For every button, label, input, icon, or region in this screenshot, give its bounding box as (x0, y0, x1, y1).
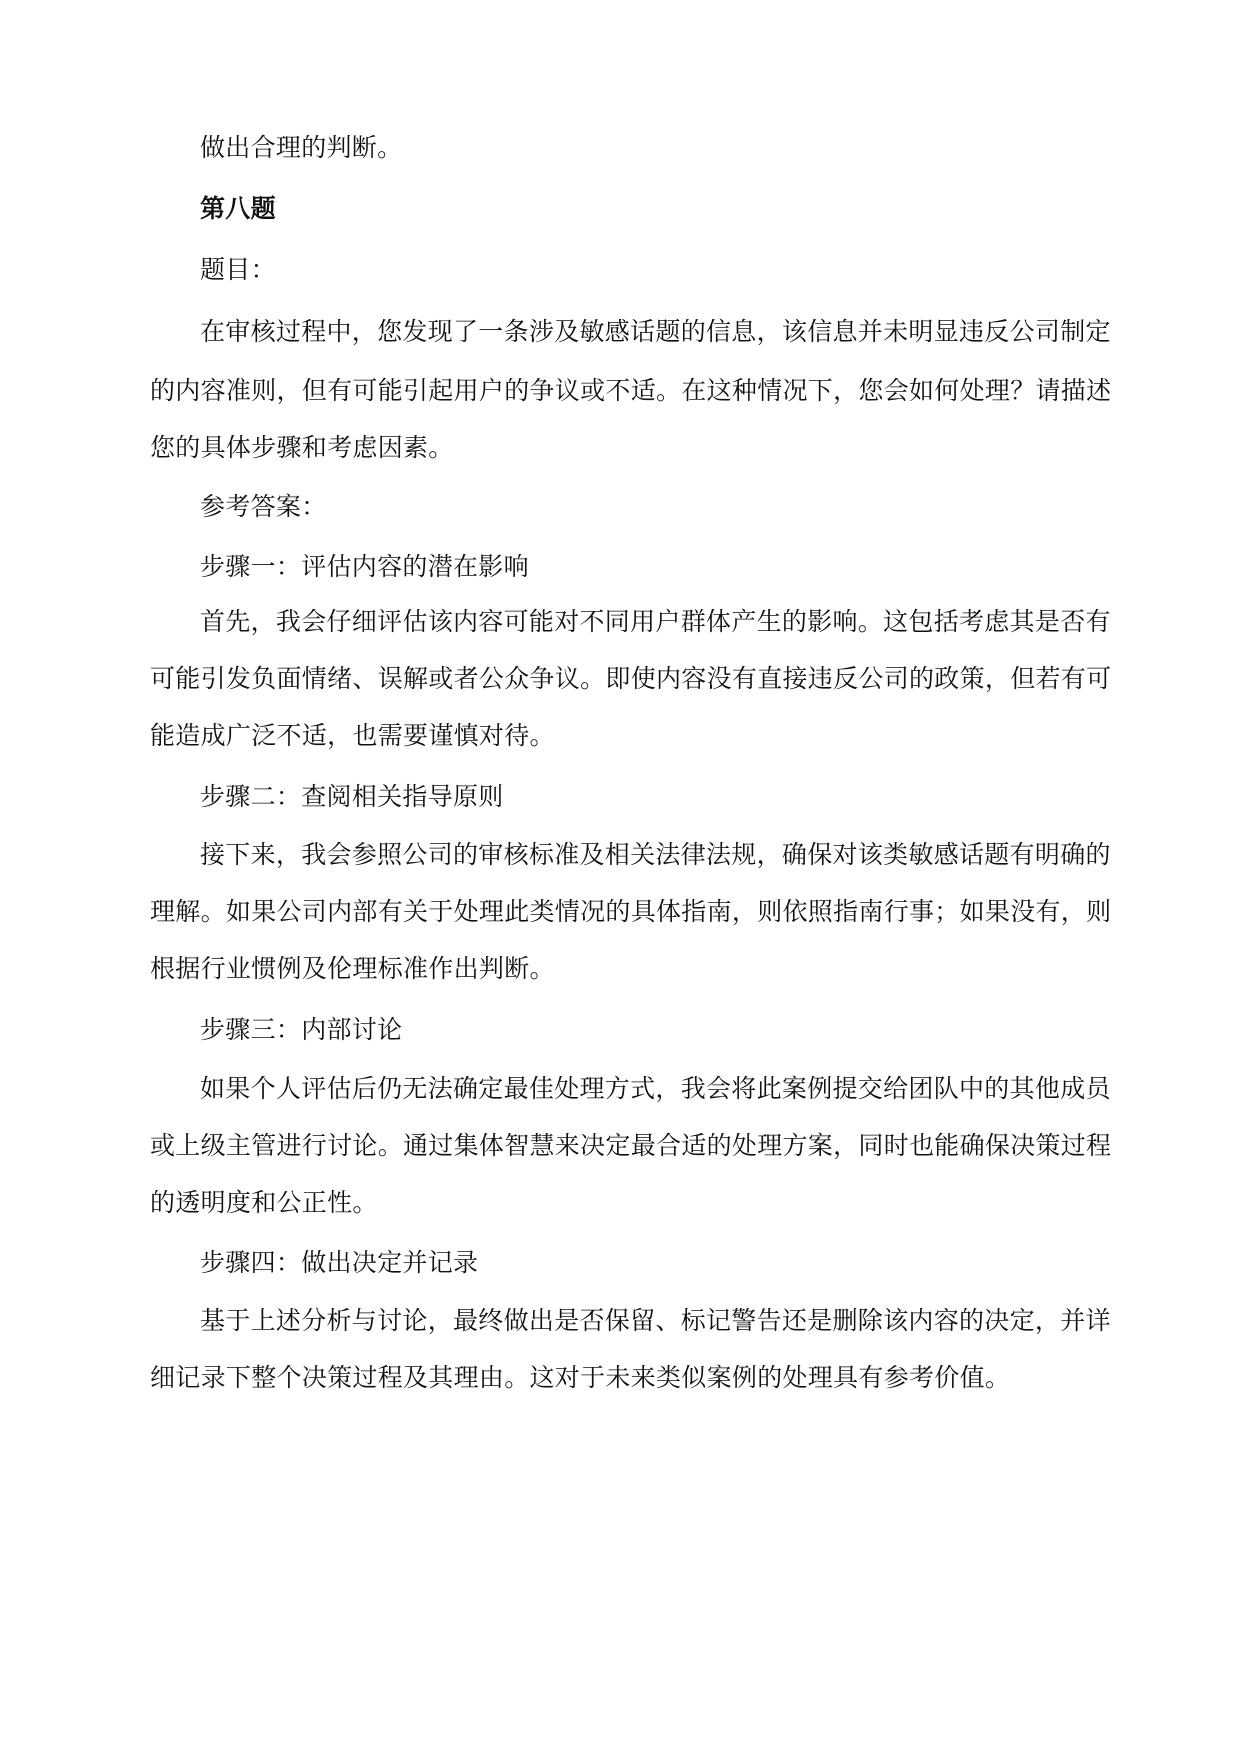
step-body-line: 细记录下整个决策过程及其理由。这对于未来类似案例的处理具有参考价值。 (150, 1363, 1011, 1392)
text-line-continuation: 做出合理的判断。 (200, 133, 403, 162)
step-body-line: 接下来，我会参照公司的审核标准及相关法律法规，确保对该类敏感话题有明确的 (200, 840, 1111, 869)
step-body-line: 理解。如果公司内部有关于处理此类情况的具体指南，则依照指南行事；如果没有，则 (150, 897, 1112, 926)
question-text-line: 的内容准则，但有可能引起用户的争议或不适。在这种情况下，您会如何处理？请描述 (150, 376, 1112, 405)
step-body-line: 基于上述分析与讨论，最终做出是否保留、标记警告还是删除该内容的决定，并详 (200, 1306, 1111, 1335)
step-heading: 步骤二：查阅相关指导原则 (200, 782, 504, 811)
step-body-line: 如果个人评估后仍无法确定最佳处理方式，我会将此案例提交给团队中的其他成员 (200, 1074, 1111, 1103)
step-body-line: 首先，我会仔细评估该内容可能对不同用户群体产生的影响。这包括考虑其是否有 (200, 607, 1111, 636)
question-label: 题目： (200, 255, 276, 284)
step-body-line: 能造成广泛不适，也需要谨慎对待。 (150, 721, 555, 750)
step-heading: 步骤四：做出决定并记录 (200, 1248, 479, 1277)
step-heading: 步骤三：内部讨论 (200, 1015, 403, 1044)
step-heading: 步骤一：评估内容的潜在影响 (200, 552, 529, 581)
question-text-line: 您的具体步骤和考虑因素。 (150, 433, 454, 462)
question-text-line: 在审核过程中，您发现了一条涉及敏感话题的信息，该信息并未明显违反公司制定 (200, 317, 1111, 346)
step-body-line: 根据行业惯例及伦理标准作出判断。 (150, 954, 555, 983)
step-body-line: 可能引发负面情绪、误解或者公众争议。即使内容没有直接违反公司的政策，但若有可 (150, 664, 1112, 693)
step-body-line: 的透明度和公正性。 (150, 1188, 378, 1217)
answer-label: 参考答案： (200, 492, 327, 521)
step-body-line: 或上级主管进行讨论。通过集体智慧来决定最合适的处理方案，同时也能确保决策过程 (150, 1131, 1112, 1160)
section-heading: 第八题 (200, 194, 276, 223)
